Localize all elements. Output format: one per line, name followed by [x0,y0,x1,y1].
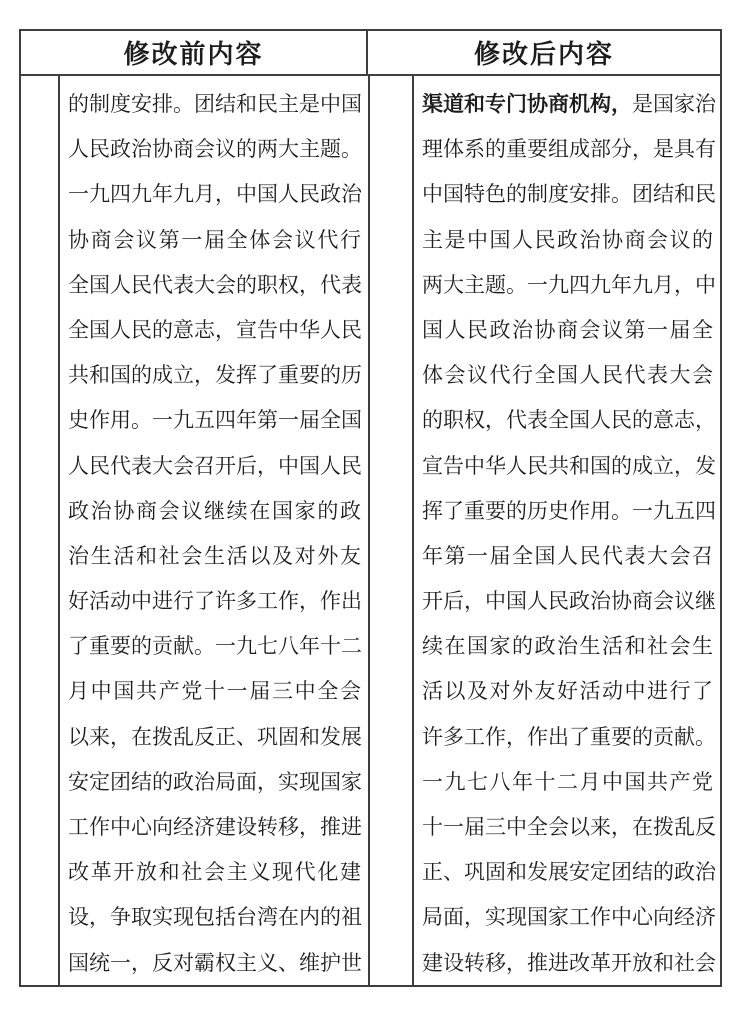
text-line: 宣告中华人民共和国的成立，发 [422,453,716,478]
text-line: 工作中心向经济建设转移，推进 [68,815,362,839]
text-line: 了重要的贡献。一九七八年十二 [68,634,362,659]
text-line: 年第一届全国人民代表大会召 [422,543,713,568]
before-text-cell [60,76,370,985]
text-line: 主是中国人民政治协商会议的 [422,227,713,252]
text-line: 中国特色的制度安排。团结和民 [422,182,716,207]
text-line: 局面，实现国家工作中心向经济 [422,905,716,930]
text-line: 活以及对外友好活动中进行了 [422,679,713,704]
text-line: 改革开放和社会主义现代化建 [68,860,361,885]
text-line: 正、巩固和发展安定团结的政治 [422,860,716,885]
text-line: 一九四九年九月，中国人民政治 [68,182,362,207]
text-line: 月中国共产党十一届三中全会 [68,679,361,704]
text-line: 的职权，代表全国人民的意志， [422,408,716,433]
text-line: 开后，中国人民政治协商会议继 [422,589,716,614]
after-lead-bold: 渠道和专门协商机构， [422,93,632,116]
text-line: 建设转移，推进改革开放和社会 [422,950,716,975]
text-line: 挥了重要的历史作用。一九五四 [422,498,716,523]
text-line [422,82,716,127]
text-line: 好活动中进行了许多工作，作出 [68,589,362,614]
table-header-row [21,31,720,76]
text-line: 以来，在拨乱反正、巩固和发展 [68,724,362,749]
text-line: 共和国的成立，发挥了重要的历 [68,363,362,388]
text-line: 史作用。一九五四年第一届全国 [68,408,362,433]
gutter-cell-right [370,76,414,985]
text-line: 体会议代行全国人民代表大会 [422,363,713,388]
revision-comparison-table [19,29,722,987]
text-line: 续在国家的政治生活和社会生 [422,634,713,659]
text-line: 设，争取实现包括台湾在内的祖 [68,905,362,930]
text-line: 理体系的重要组成部分，是具有 [422,137,716,162]
text-line: 十一届三中全会以来，在拨乱反 [422,815,716,839]
text-line: 人民政治协商会议的两大主题。 [68,137,362,162]
text-line: 一九七八年十二月中国共产党 [422,769,713,794]
after-lead-rest: 是国家治 [632,92,716,116]
text-line: 政治协商会议继续在国家的政 [68,498,361,523]
header-cell-before: 修改前内容 [21,31,368,74]
text-line: 全国人民代表大会的职权，代表 [68,272,362,297]
text-line: 两大主题。一九四九年九月，中 [422,272,716,297]
text-line: 的制度安排。团结和民主是中国 [68,92,362,116]
text-line: 协商会议第一届全体会议代行 [68,227,361,252]
text-line: 人民代表大会召开后，中国人民 [68,453,362,478]
text-line: 国统一，反对霸权主义、维护世 [68,950,362,975]
text-line: 全国人民的意志，宣告中华人民 [68,317,362,342]
text-line: 安定团结的政治局面，实现国家 [68,769,362,794]
text-line: 国人民政治协商会议第一届全 [422,317,713,342]
after-text-cell [414,76,720,985]
text-line: 许多工作，作出了重要的贡献。 [422,724,716,749]
header-cell-after: 修改后内容 [473,39,614,69]
table-body-row [21,76,720,985]
gutter-cell-left [21,76,60,985]
text-line: 治生活和社会生活以及对外友 [68,543,361,568]
